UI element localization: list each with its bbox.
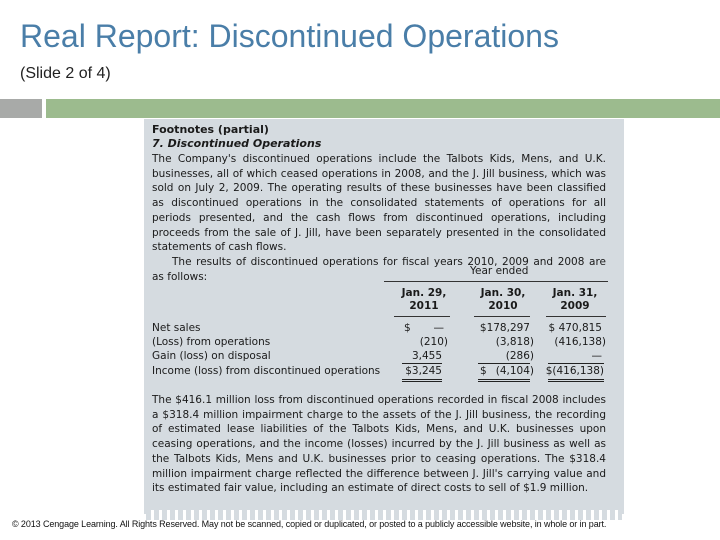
cell-net-sales-2009: $ 470,815 (548, 322, 602, 334)
column-rule-2011 (394, 316, 450, 317)
column-rule-2009 (546, 316, 606, 317)
total-rule-2011-a (402, 379, 442, 380)
column-header-2009-line2: 2009 (560, 300, 590, 312)
paragraph-1b-text: The results of discontinued operations for fiscal years 2010, 2009 and 2008 are as follows: (152, 255, 606, 283)
cell-disposal-2009: — (591, 350, 602, 362)
total-rule-2010-b (478, 381, 530, 382)
divider-bar-green (46, 99, 720, 118)
footnote-paragraph-2: The $416.1 million loss from discontinued operations recorded in fiscal 2008 includes a $318.4 million impairment charge to the assets of the J. Jill business, the recording of estimated lease liabilities of the Talbots Kids, Mens, and U.K. businesses upon ceasing operations, and the income (losses) incurred by the J. Jill business as well as the Talbots Kids, Mens and U.K. businesses prior to ceasing operations. The $318.4 million impairment charge reflected the difference between J. Jill's carrying value and its estimated fair value, including an estimate of direct costs to sell of $1.9 million. (152, 394, 606, 495)
footnote-paragraph-1 (152, 152, 606, 284)
column-header-2009-line1: Jan. 31, (552, 287, 598, 299)
cell-loss-ops-2009: (416,138) (554, 336, 606, 348)
dollar-sign: $ (404, 322, 411, 334)
subtotal-rule-2010 (478, 363, 530, 364)
column-header-2010-line2: 2010 (488, 300, 518, 312)
slide-subtitle: (Slide 2 of 4) (20, 65, 111, 82)
footnote-section-title: 7. Discontinued Operations (152, 137, 322, 150)
row-label-income-discontinued: Income (loss) from discontinued operations (152, 365, 381, 377)
cell-income-disc-2011: $3,245 (405, 365, 442, 377)
cell-net-sales-2011: — (433, 322, 444, 334)
copyright-notice: © 2013 Cengage Learning. All Rights Reserved. May not be scanned, copied or duplicated, or posted to a publicly accessible website, in whole or in part. (12, 519, 607, 529)
slide-title: Real Report: Discontinued Operations (20, 18, 559, 54)
divider-bar-gray (0, 99, 42, 118)
paragraph-1-text: The Company's discontinued operations include the Talbots Kids, Mens, and U.K. businesses, all of which ceased operations in 2008, and the J. Jill business, which was sold on July 2, 2009. The operating results of these businesses have been classified as discontinued operations in the consolidated statements of operations for all periods presented, and the cash flows from discontinued operations, including proceeds from the sale of J. Jill, have been separately presented in the consolidated statements of cash flows. (152, 153, 606, 254)
total-rule-2009-a (548, 379, 604, 380)
column-header-2010 (468, 287, 538, 313)
column-header-2010-line1: Jan. 30, (480, 287, 526, 299)
column-rule-2010 (474, 316, 530, 317)
subtotal-rule-2011 (402, 363, 442, 364)
total-rule-2010-a (478, 379, 530, 380)
table-top-rule (384, 281, 608, 282)
footnote-heading: Footnotes (partial) (152, 123, 269, 136)
row-label-net-sales: Net sales (152, 322, 201, 334)
cell-loss-ops-2010: (3,818) (495, 336, 534, 348)
subtotal-rule-2009 (548, 363, 604, 364)
column-header-2011-line2: 2011 (409, 300, 439, 312)
cell-loss-ops-2011: (210) (419, 336, 448, 348)
total-rule-2011-b (402, 381, 442, 382)
column-header-2011-line1: Jan. 29, (401, 287, 447, 299)
cell-income-disc-2009: $(416,138) (545, 365, 604, 377)
cell-disposal-2010: (286) (505, 350, 534, 362)
column-header-2011 (389, 287, 459, 313)
row-label-gain-loss-disposal: Gain (loss) on disposal (152, 350, 271, 362)
row-label-loss-from-operations: (Loss) from operations (152, 336, 271, 348)
cell-net-sales-2010: $178,297 (479, 322, 530, 334)
footnote-document (144, 119, 624, 514)
dollar-sign-total-2010: $ (480, 365, 487, 377)
total-rule-2009-b (548, 381, 604, 382)
cell-income-disc-2010: (4,104) (495, 365, 534, 377)
table-group-header: Year ended (470, 265, 529, 277)
column-header-2009 (540, 287, 610, 313)
cell-disposal-2011: 3,455 (411, 350, 442, 362)
